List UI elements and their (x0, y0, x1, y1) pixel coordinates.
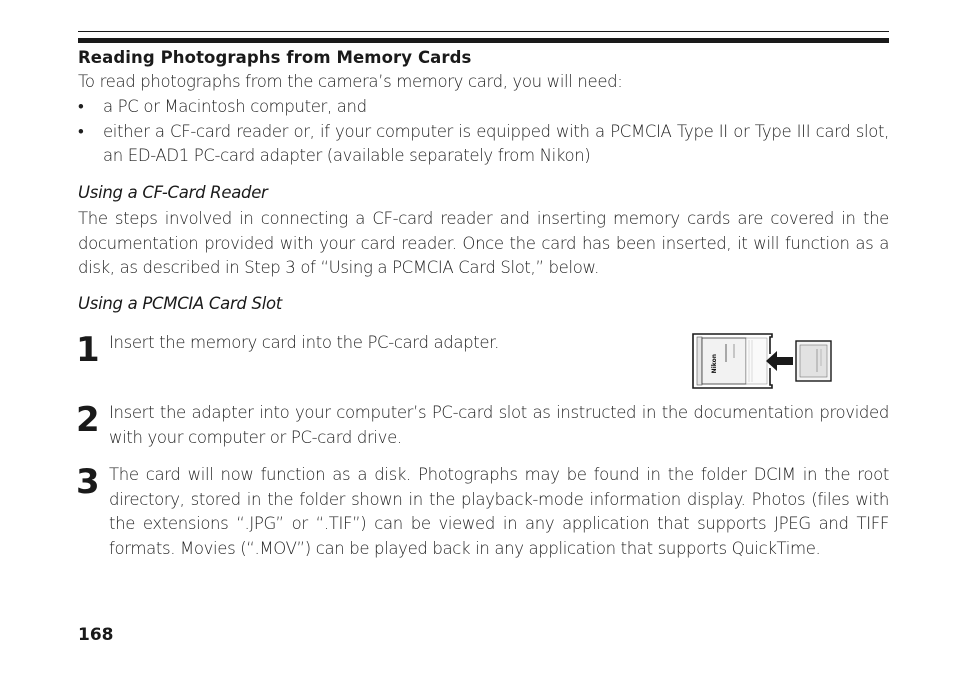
intro-paragraph: To read photographs from the camera’s memory card, you will need: (78, 72, 623, 91)
bullet-icon: • (78, 97, 84, 116)
cf-reader-heading: Using a CF-Card Reader (78, 183, 268, 202)
insert-arrow-icon (766, 351, 793, 371)
pcmcia-heading: Using a PCMCIA Card Slot (78, 294, 282, 313)
header-rule-thin (78, 31, 889, 32)
step-number-3: 3 (76, 462, 100, 502)
list-item-text: either a CF-card reader or, if your computer is equipped with a PCMCIA Type II or Type III card slot, an ED-AD1 PC-card adapter (available separately from Nikon) (103, 121, 889, 165)
list-item-text: a PC or Macintosh computer, and (103, 97, 367, 116)
bullet-icon: • (78, 121, 84, 141)
step-text-3: The card will now function as a disk. Photographs may be found in the folder DCIM in the root directory, stored in the folder shown in the playback-mode information display. Photos (files with the extensions “.JPG” or “.TIF”) can be viewed in any application that supports JPEG and TIFF formats. Movies (“.MOV”) can be played back in any application that supports QuickTime. (109, 465, 889, 558)
memory-card-icon (796, 341, 831, 381)
pc-card-adapter-icon (693, 334, 772, 388)
section-title: Reading Photographs from Memory Cards (78, 48, 472, 67)
requirements-list (78, 95, 889, 169)
page-number: 168 (78, 625, 114, 645)
list-item (78, 95, 889, 120)
adapter-brand-label: Nikon (711, 354, 718, 374)
step-text-1: Insert the memory card into the PC-card adapter. (109, 333, 499, 352)
cf-reader-paragraph: The steps involved in connecting a CF-card reader and inserting memory cards are covered in the documentation provided with your card reader. Once the card has been inserted, it will function as a disk, as described in Step 3 of “Using a PCMCIA Card Slot,” below. (78, 209, 889, 277)
card-adapter-illustration (690, 332, 835, 390)
step-number-2: 2 (76, 400, 100, 440)
header-rule-thick (78, 38, 889, 43)
step-number-1: 1 (76, 330, 100, 370)
step-text-2: Insert the adapter into your computer’s PC-card slot as instructed in the documentation provided with your computer or PC-card drive. (109, 403, 889, 447)
list-item (78, 120, 889, 169)
